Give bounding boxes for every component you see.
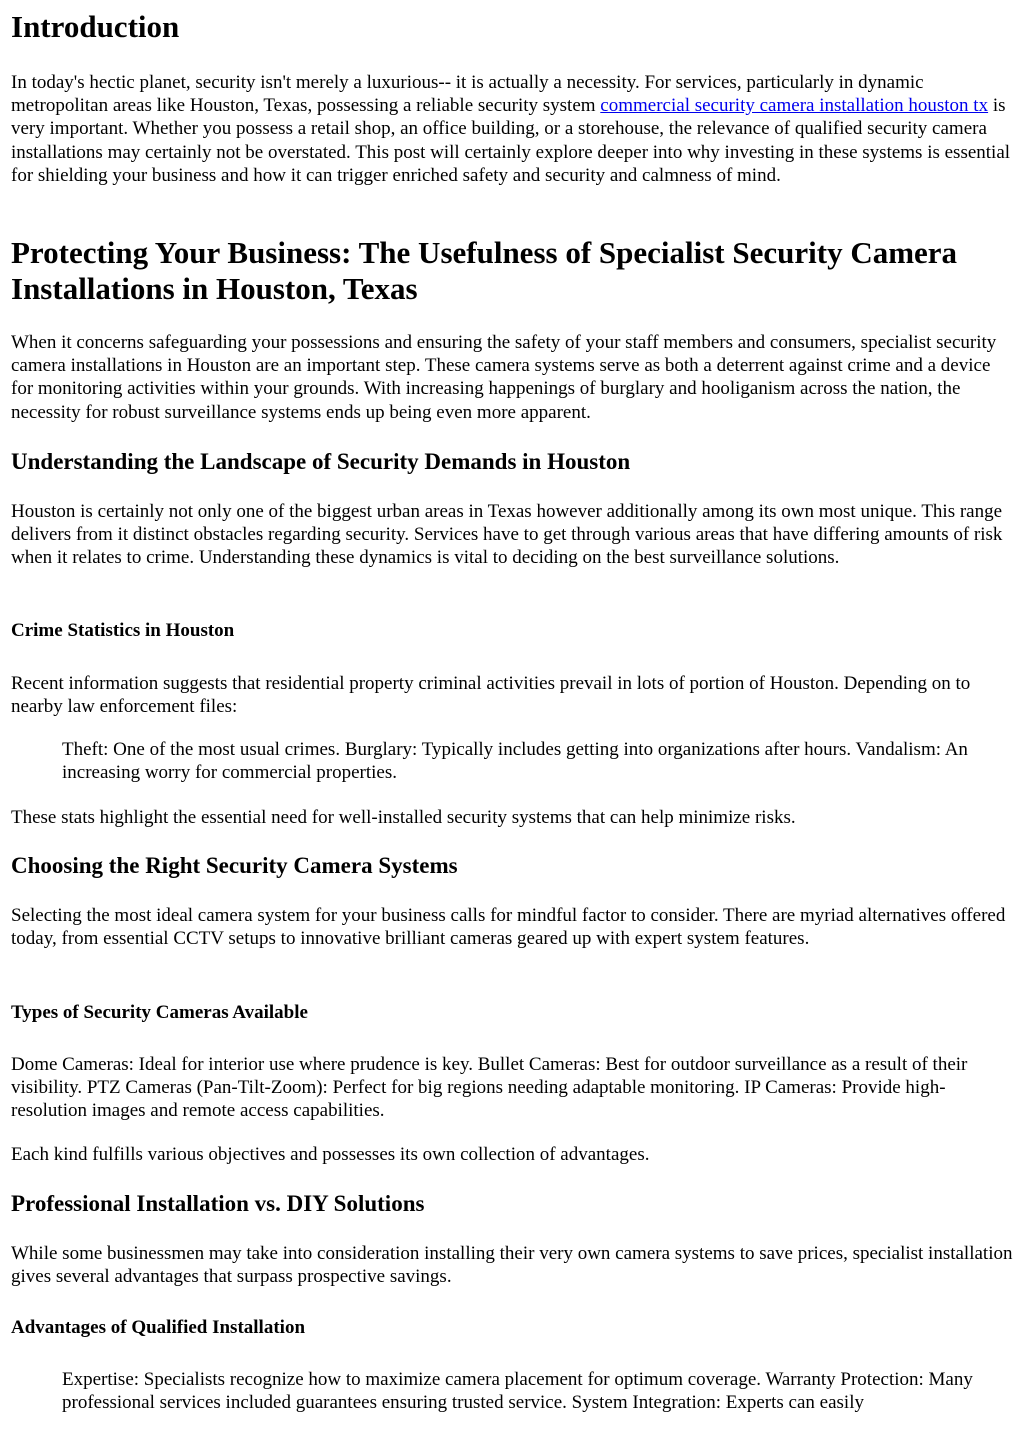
heading-protecting-business: Protecting Your Business: The Usefulness of Specialist Security Camera Installations in Houston, Texas <box>11 235 958 306</box>
installation-link[interactable]: commercial security camera installation houston tx <box>600 95 989 117</box>
choosing-paragraph: Selecting the most ideal camera system for your business calls for mindful factor to consider. There are myriad alternatives offered today, from essential CCTV setups to innovative brilliant cameras geared up with expert system features. <box>11 905 1006 950</box>
types-summary: Each kind fulfills various objectives and possesses its own collection of advantages. <box>11 1144 650 1165</box>
heading-introduction: Introduction <box>11 9 180 44</box>
heading-crime-statistics: Crime Statistics in Houston <box>11 620 235 641</box>
heading-choosing-systems: Choosing the Right Security Camera Systems <box>11 853 458 878</box>
heading-camera-types: Types of Security Cameras Available <box>11 1002 308 1023</box>
protect-paragraph: When it concerns safeguarding your possessions and ensuring the safety of your staff members and consumers, specialist security camera installations in Houston are an important step. These camera systems serve as both a deterrent against crime and a device for monitoring activities within your grounds. With increasing happenings of burglary and hooliganism across the nation, the necessity for robust surveillance systems ends up being even more apparent. <box>11 332 997 423</box>
professional-paragraph: While some businessmen may take into consideration installing their very own camera systems to save prices, specialist installation gives several advantages that surpass prospective savings. <box>11 1243 1013 1288</box>
landscape-paragraph: Houston is certainly not only one of the biggest urban areas in Texas however additionally among its own most unique. This range delivers from it distinct obstacles regarding security. Services have to get through various areas that have differing amounts of risk when it relates to crime. Understanding these dynamics is vital to deciding on the best surveillance solutions. <box>11 501 1003 569</box>
types-paragraph: Dome Cameras: Ideal for interior use where prudence is key. Bullet Cameras: Best for outdoor surveillance as a result of their visibility. PTZ Cameras (Pan-Tilt-Zoom): Perfect for big regions needing adaptable monitoring. IP Cameras: Provide high-resolution images and remote access capabilities. <box>11 1054 968 1122</box>
crime-list: Theft: One of the most usual crimes. Burglary: Typically includes getting into organizations after hours. Vandalism: An increasing worry for commercial properties. <box>62 739 968 784</box>
heading-landscape: Understanding the Landscape of Security Demands in Houston <box>11 449 631 474</box>
intro-text-after: is very important. Whether you possess a retail shop, an office building, or a storehouse, the relevance of qualified security camera installations may certainly not be overstated. This post will certainly explore deeper into why investing in these systems is essential for shielding your business and how it can trigger enriched safety and security and calmness of mind. <box>11 95 1011 186</box>
heading-advantages: Advantages of Qualified Installation <box>11 1317 306 1338</box>
intro-text-before: In today's hectic planet, security isn't merely a luxurious-- it is actually a necessity. For services, particularly in dynamic metropolitan areas like Houston, Texas, possessing a reliable security system <box>11 72 924 117</box>
intro-paragraph <box>11 71 1014 187</box>
advantages-list: Expertise: Specialists recognize how to maximize camera placement for optimum coverage. Warranty Protection: Many professional services included guarantees ensuring trusted service. System Integration: Experts can easily <box>62 1369 973 1414</box>
crime-paragraph: Recent information suggests that residential property criminal activities prevail in lots of portion of Houston. Depending on to nearby law enforcement files: <box>11 673 971 718</box>
crime-summary: These stats highlight the essential need for well-installed security systems that can help minimize risks. <box>11 807 796 828</box>
heading-professional-vs-diy: Professional Installation vs. DIY Solutions <box>11 1191 425 1216</box>
